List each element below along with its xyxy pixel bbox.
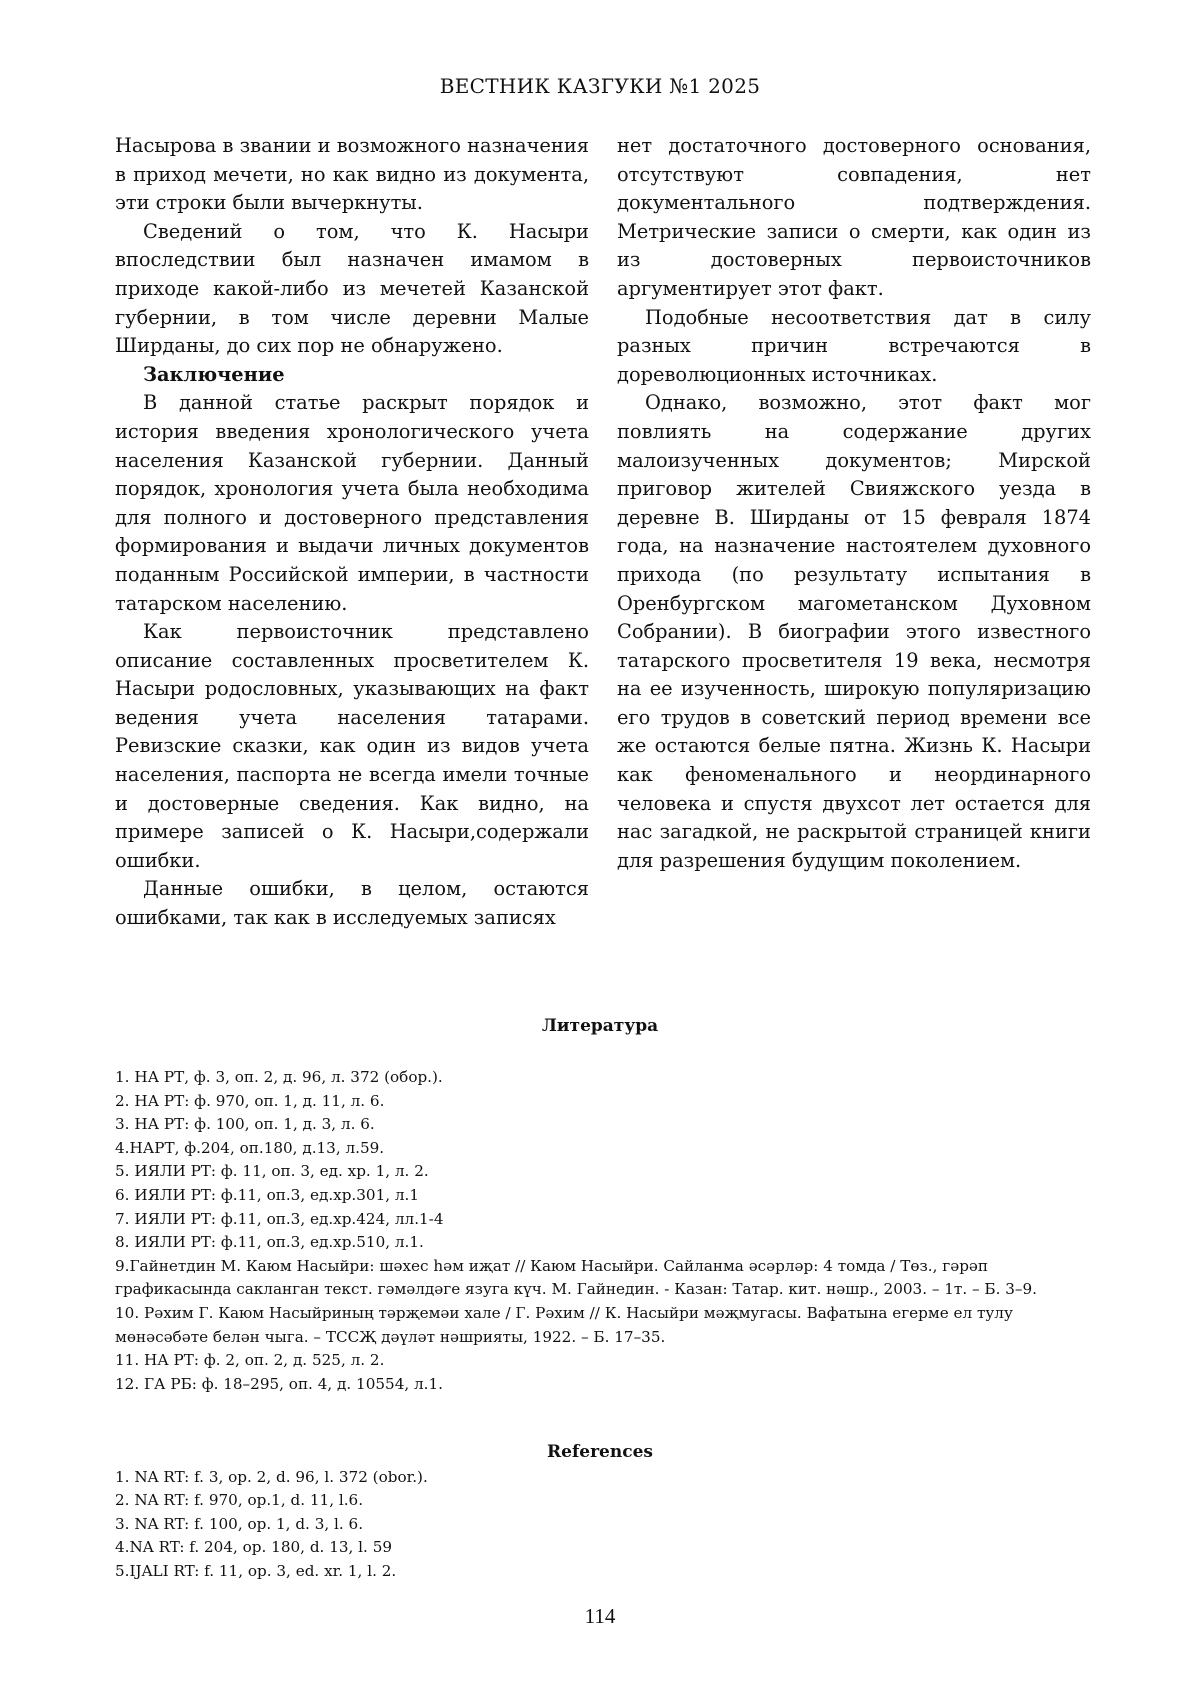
- references-list: [115, 1466, 1095, 1583]
- paragraph: В данной статье раскрыт порядок и история введения хронологического учета населения Казанской губернии. Данный порядок, хронология учета была необходима для полного и достоверного представления формирования и выдачи личных документов поданным Российской империи, в частности татарском населению.: [115, 391, 589, 615]
- literature-item: 7. ИЯЛИ РТ: ф.11, оп.3, ед.хр.424, лл.1-4: [115, 1209, 444, 1228]
- literature-item: 4.НАРТ, ф.204, оп.180, д.13, л.59.: [115, 1138, 385, 1157]
- paragraph: Данные ошибки, в целом, остаются ошибками, так как в исследуемых записях: [115, 877, 589, 930]
- reference-item: 5.IJALI RT: f. 11, op. 3, ed. xr. 1, l. 2.: [115, 1561, 397, 1580]
- page-number: 114: [584, 1604, 616, 1628]
- right-column: [617, 132, 1091, 875]
- literature-item: 12. ГА РБ: ф. 18–295, оп. 4, д. 10554, л.1.: [115, 1374, 443, 1393]
- running-header: ВЕСТНИК КАЗГУКИ №1 2025: [439, 74, 761, 98]
- literature-item: 5. ИЯЛИ РТ: ф. 11, оп. 3, ед. хр. 1, л. 2.: [115, 1162, 429, 1181]
- paragraph: нет достаточного достоверного основания, отсутствуют совпадения, нет документального подтверждения. Метрические записи о смерти, как один из из достоверных первоисточников аргументирует этот факт.: [617, 134, 1091, 300]
- paragraph: Как первоисточник представлено описание составленных просветителем К. Насыри родословных, указывающих на факт ведения учета населения татарами. Ревизские сказки, как один из видов учета населения, паспорта не всегда имели точные и достоверные сведения. Как видно, на примере записей о К. Насыри,содержали ошибки.: [115, 620, 589, 872]
- paragraph: Насырова в звании и возможного назначения в приход мечети, но как видно из документа, эти строки были вычеркнуты.: [115, 134, 589, 215]
- literature-item: 9.Гайнетдин М. Каюм Насыйри: шәхес һәм иҗат // Каюм Насыйри. Сайланма әсәрләр: 4 томда / Төз., гәрәп графикасында сакланган текст. гәмәлдәге язуга күч. М. Гайнедин. - Казан: Татар. кит. нәшр., 2003. – 1т. – Б. 3–9.: [115, 1256, 1037, 1299]
- section-heading: Заключение: [143, 362, 285, 386]
- paragraph: Сведений о том, что К. Насыри впоследствии был назначен имамом в приходе какой-либо из мечетей Казанской губернии, в том числе деревни Малые Ширданы, до сих пор не обнаружено.: [115, 219, 589, 358]
- literature-list: [115, 1066, 1095, 1396]
- literature-item: 11. НА РТ: ф. 2, оп. 2, д. 525, л. 2.: [115, 1351, 385, 1370]
- literature-item: 2. НА РТ: ф. 970, оп. 1, д. 11, л. 6.: [115, 1091, 385, 1110]
- literature-item: 3. НА РТ: ф. 100, оп. 1, д. 3, л. 6.: [115, 1115, 375, 1134]
- literature-item: 10. Рәхим Г. Каюм Насыйриның тәрҗемәи хале / Г. Рәхим // К. Насыйри мәҗмугасы. Вафатына егерме ел тулу мөнәсәбәте белән чыга. – ТССҖ дәүләт нәшрияты, 1922. – Б. 17–35.: [115, 1303, 1013, 1346]
- reference-item: 4.NA RT: f. 204, op. 180, d. 13, l. 59: [115, 1538, 393, 1557]
- literature-title: Литература: [541, 1016, 659, 1036]
- reference-item: 1. NA RT: f. 3, op. 2, d. 96, l. 372 (obor.).: [115, 1468, 428, 1486]
- reference-item: 2. NA RT: f. 970, op.1, d. 11, l.6.: [115, 1491, 364, 1510]
- literature-item: 1. НА РТ, ф. 3, оп. 2, д. 96, л. 372 (обор.).: [115, 1068, 443, 1086]
- paragraph: Подобные несоответствия дат в силу разных причин встречаются в дореволюционных источниках.: [617, 305, 1091, 386]
- references-title: References: [547, 1442, 653, 1462]
- left-column: [115, 132, 589, 933]
- literature-item: 6. ИЯЛИ РТ: ф.11, оп.3, ед.хр.301, л.1: [115, 1185, 420, 1204]
- literature-item: 8. ИЯЛИ РТ: ф.11, оп.3, ед.хр.510, л.1.: [115, 1233, 424, 1252]
- paragraph: Однако, возможно, этот факт мог повлиять на содержание других малоизученных документов; Мирской приговор жителей Свияжского уезда в деревне В. Ширданы от 15 февраля 1874 года, на назначение настоятелем духовного прихода (по результату испытания в Оренбургском магометанском Духовном Собрании). В биографии этого известного татарского просветителя 19 века, несмотря на ее изученность, широкую популяризацию его трудов в советский период времени все же остаются белые пятна. Жизнь К. Насыри как феноменального и неординарного человека и спустя двухсот лет остается для нас загадкой, не раскрытой страницей книги для разрешения будущим поколением.: [617, 391, 1091, 872]
- reference-item: 3. NA RT: f. 100, op. 1, d. 3, l. 6.: [115, 1514, 364, 1533]
